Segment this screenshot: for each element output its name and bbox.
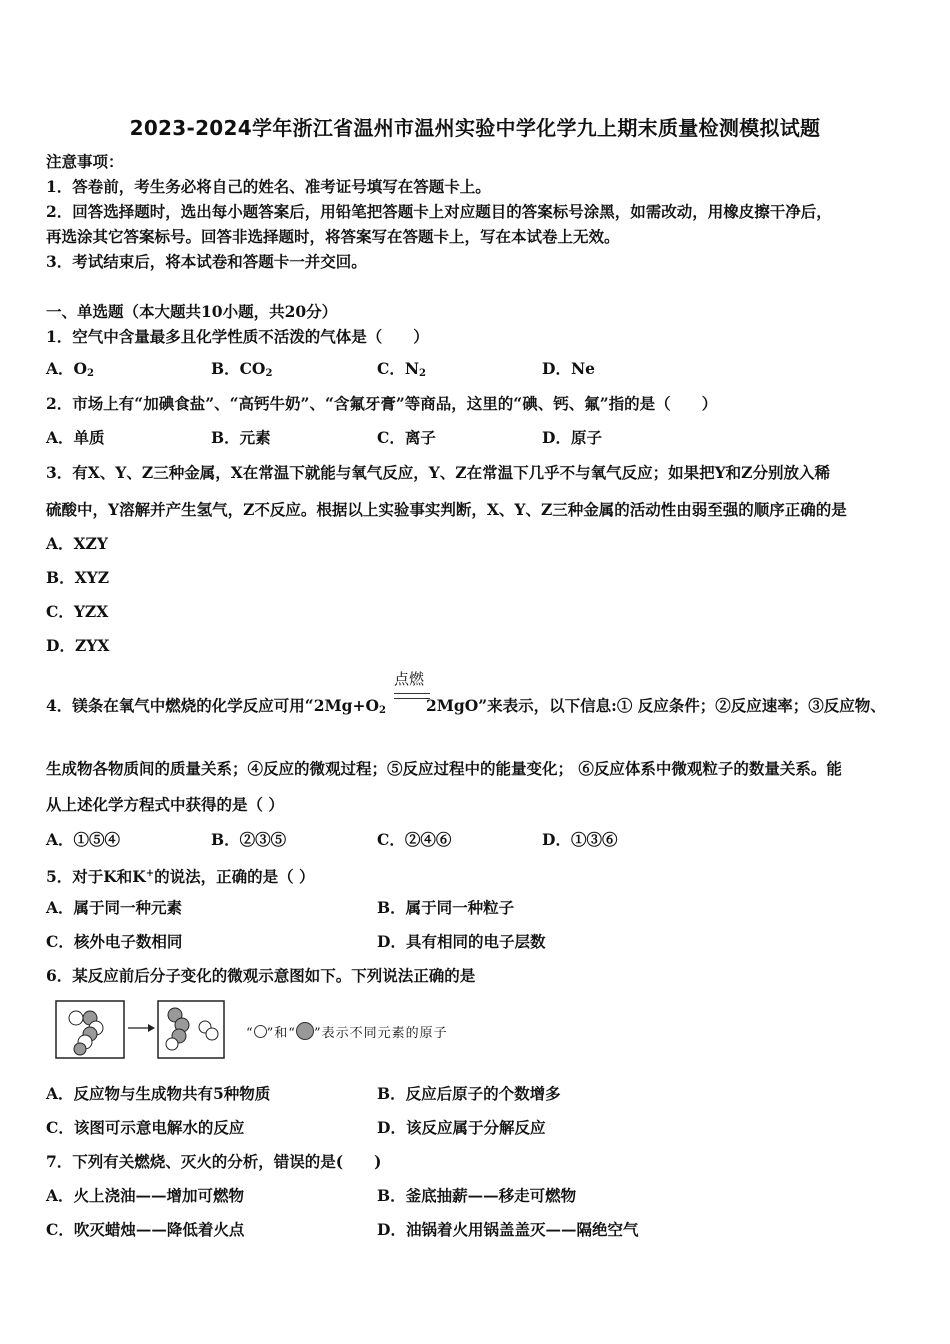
q4-option-a: A．①⑤④	[46, 830, 121, 849]
notice-item-2-cont: 再选涂其它答案标号。回答非选择题时，将答案写在答题卡上，写在本试卷上无效。	[46, 227, 620, 246]
q4-stem-line2: 生成物各物质间的质量关系；④反应的微观过程；⑤反应过程中的能量变化； ⑥反应体系中微观粒子的数量关系。能	[46, 759, 842, 778]
diagram-legend: “ ”和“ ”表示不同元素的原子	[246, 1022, 448, 1041]
q7-option-c: C．吹灭蜡烛——降低着火点	[46, 1220, 245, 1239]
molecule-reaction-diagram	[55, 1000, 230, 1062]
notice-item-2: 2．回答选择题时，选出每小题答案后，用铅笔把答题卡上对应题目的答案标号涂黑，如需改动，用橡皮擦干净后，	[46, 202, 832, 221]
notice-heading: 注意事项：	[46, 152, 124, 171]
q3-option-b: B．XYZ	[46, 568, 110, 587]
atom-light	[206, 1028, 218, 1040]
q4-stem-line3: 从上述化学方程式中获得的是（ ）	[46, 795, 284, 814]
q2-option-c: C．离子	[377, 428, 436, 447]
q2-option-d: D．原子	[542, 428, 602, 447]
light-atom-icon	[254, 1025, 267, 1038]
q1-option-d: D．Ne	[542, 359, 595, 378]
reaction-condition: 点燃	[394, 670, 425, 688]
q5-stem: 5．对于K和K+的说法，正确的是（ ）	[46, 867, 315, 886]
page-title: 2023-2024学年浙江省温州市温州实验中学化学九上期末质量检测模拟试题	[129, 116, 821, 140]
atom-light	[166, 1038, 178, 1050]
q4-stem-line1: 4．镁条在氧气中燃烧的化学反应可用“$2Mg+O_2$ 2MgO”来表示，以下信息:① 反应条件；②反应速率；③反应物、	[46, 696, 886, 716]
q3-option-d: D．ZYX	[46, 636, 110, 655]
q7-option-b: B．釜底抽薪——移走可燃物	[377, 1186, 577, 1205]
q4-option-c: C．②④⑥	[377, 830, 452, 849]
dark-atom-icon	[296, 1022, 314, 1040]
arrow-head	[148, 1024, 155, 1032]
atom-dark	[74, 1043, 86, 1055]
q4-option-d: D．①③⑥	[542, 830, 618, 849]
q7-option-d: D．油锅着火用锅盖盖灭——隔绝空气	[377, 1220, 639, 1239]
q6-option-a: A．反应物与生成物共有5种物质	[46, 1084, 271, 1103]
q2-option-a: A．单质	[46, 428, 105, 447]
q6-option-b: B．反应后原子的个数增多	[377, 1084, 561, 1103]
q5-option-d: D．具有相同的电子层数	[377, 932, 546, 951]
q1-option-b: B．$CO_2$	[211, 359, 273, 379]
q3-option-c: C．YZX	[46, 602, 109, 621]
q1-option-a: A．$O_2$	[46, 359, 94, 379]
q5-option-c: C．核外电子数相同	[46, 932, 183, 951]
q4-option-b: B．②③⑤	[211, 830, 287, 849]
q1-stem: 1．空气中含量最多且化学性质不活泼的气体是（ ）	[46, 327, 429, 346]
q6-option-d: D．该反应属于分解反应	[377, 1118, 546, 1137]
notice-item-1: 1．答卷前，考生务必将自己的姓名、准考证号填写在答题卡上。	[46, 177, 491, 196]
q6-stem: 6．某反应前后分子变化的微观示意图如下。下列说法正确的是	[46, 966, 476, 985]
q3-stem-line2: 硫酸中，Y溶解并产生氢气，Z不反应。根据以上实验事实判断，X、Y、Z三种金属的活动性由弱至强的顺序正确的是	[46, 500, 847, 519]
atom-light	[69, 1011, 83, 1025]
q2-option-b: B．元素	[211, 428, 271, 447]
section-heading: 一、单选题（本大题共10小题，共20分）	[46, 302, 338, 321]
q1-option-c: C．$N_2$	[377, 359, 426, 379]
q3-stem-line1: 3．有X、Y、Z三种金属，X在常温下就能与氧气反应，Y、Z在常温下几乎不与氧气反应；如果把Y和Z分别放入稀	[46, 463, 830, 482]
q2-stem: 2．市场上有“加碘食盐”、“高钙牛奶”、“含氟牙膏”等商品，这里的“碘、钙、氟”指的是（ ）	[46, 394, 718, 413]
notice-item-3: 3．考试结束后，将本试卷和答题卡一并交回。	[46, 252, 367, 271]
q7-stem: 7．下列有关燃烧、灭火的分析，错误的是( )	[46, 1152, 382, 1171]
q5-option-b: B．属于同一种粒子	[377, 898, 515, 917]
q3-option-a: A．XZY	[46, 534, 108, 553]
q5-option-a: A．属于同一种元素	[46, 898, 183, 917]
q7-option-a: A．火上浇油——增加可燃物	[46, 1186, 245, 1205]
q6-option-c: C．该图可示意电解水的反应	[46, 1118, 245, 1137]
